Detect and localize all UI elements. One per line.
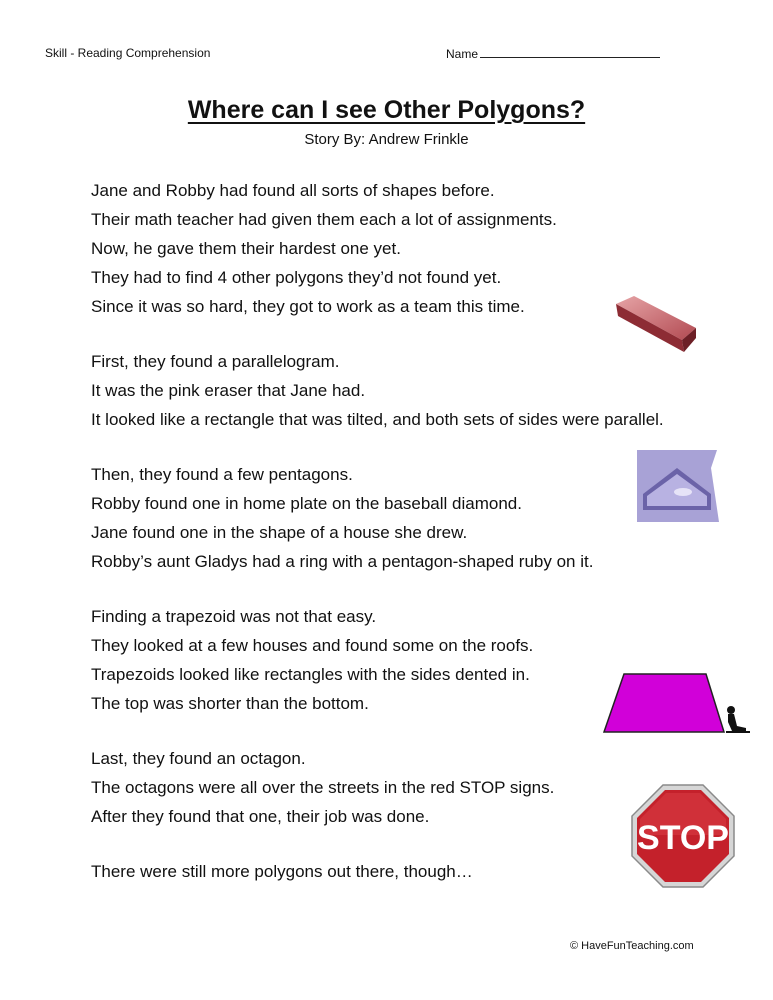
paragraph-parallelogram bbox=[91, 347, 664, 434]
story-line: Jane found one in the shape of a house she drew. bbox=[91, 523, 468, 542]
home-plate-image bbox=[633, 446, 723, 526]
paragraph-pentagon bbox=[91, 460, 593, 576]
story-line: Now, he gave them their hardest one yet. bbox=[91, 239, 401, 258]
story-line: Trapezoids looked like rectangles with the sides dented in. bbox=[91, 665, 530, 684]
name-blank-line bbox=[480, 46, 660, 58]
paragraph-intro bbox=[91, 176, 557, 321]
name-label: Name bbox=[446, 47, 479, 61]
stop-sign-text: STOP bbox=[637, 819, 729, 857]
name-field bbox=[446, 46, 660, 61]
story-line: The octagons were all over the streets in the red STOP signs. bbox=[91, 778, 555, 797]
story-line: They looked at a few houses and found some on the roofs. bbox=[91, 636, 534, 655]
story-line: Last, they found an octagon. bbox=[91, 749, 306, 768]
story-line: Finding a trapezoid was not that easy. bbox=[91, 607, 377, 626]
story-line: They had to find 4 other polygons they’d not found yet. bbox=[91, 268, 502, 287]
stop-sign-image bbox=[630, 783, 736, 889]
paragraph-octagon bbox=[91, 744, 554, 831]
story-byline: Story By: Andrew Frinkle bbox=[304, 131, 469, 148]
story-line: Jane and Robby had found all sorts of shapes before. bbox=[91, 181, 495, 200]
story-line: The top was shorter than the bottom. bbox=[91, 694, 369, 713]
paragraph-trapezoid bbox=[91, 602, 533, 718]
story-line: Since it was so hard, they got to work as a team this time. bbox=[91, 297, 525, 316]
skill-label: Skill - Reading Comprehension bbox=[45, 46, 211, 60]
story-line: Their math teacher had given them each a lot of assignments. bbox=[91, 210, 557, 229]
story-line: Robby’s aunt Gladys had a ring with a pentagon-shaped ruby on it. bbox=[91, 552, 594, 571]
paragraph-ending bbox=[91, 857, 473, 886]
story-line: Robby found one in home plate on the baseball diamond. bbox=[91, 494, 522, 513]
eraser-image bbox=[612, 292, 698, 356]
footer-copyright: © HaveFunTeaching.com bbox=[570, 940, 694, 952]
story-line: It was the pink eraser that Jane had. bbox=[91, 381, 366, 400]
story-line: First, they found a parallelogram. bbox=[91, 352, 340, 371]
story-line: There were still more polygons out there, though… bbox=[91, 862, 473, 881]
story-line: After they found that one, their job was done. bbox=[91, 807, 430, 826]
story-line: It looked like a rectangle that was tilted, and both sets of sides were parallel. bbox=[91, 410, 664, 429]
story-line: Then, they found a few pentagons. bbox=[91, 465, 353, 484]
trapezoid-image bbox=[600, 670, 760, 736]
page-title: Where can I see Other Polygons? bbox=[187, 96, 586, 124]
